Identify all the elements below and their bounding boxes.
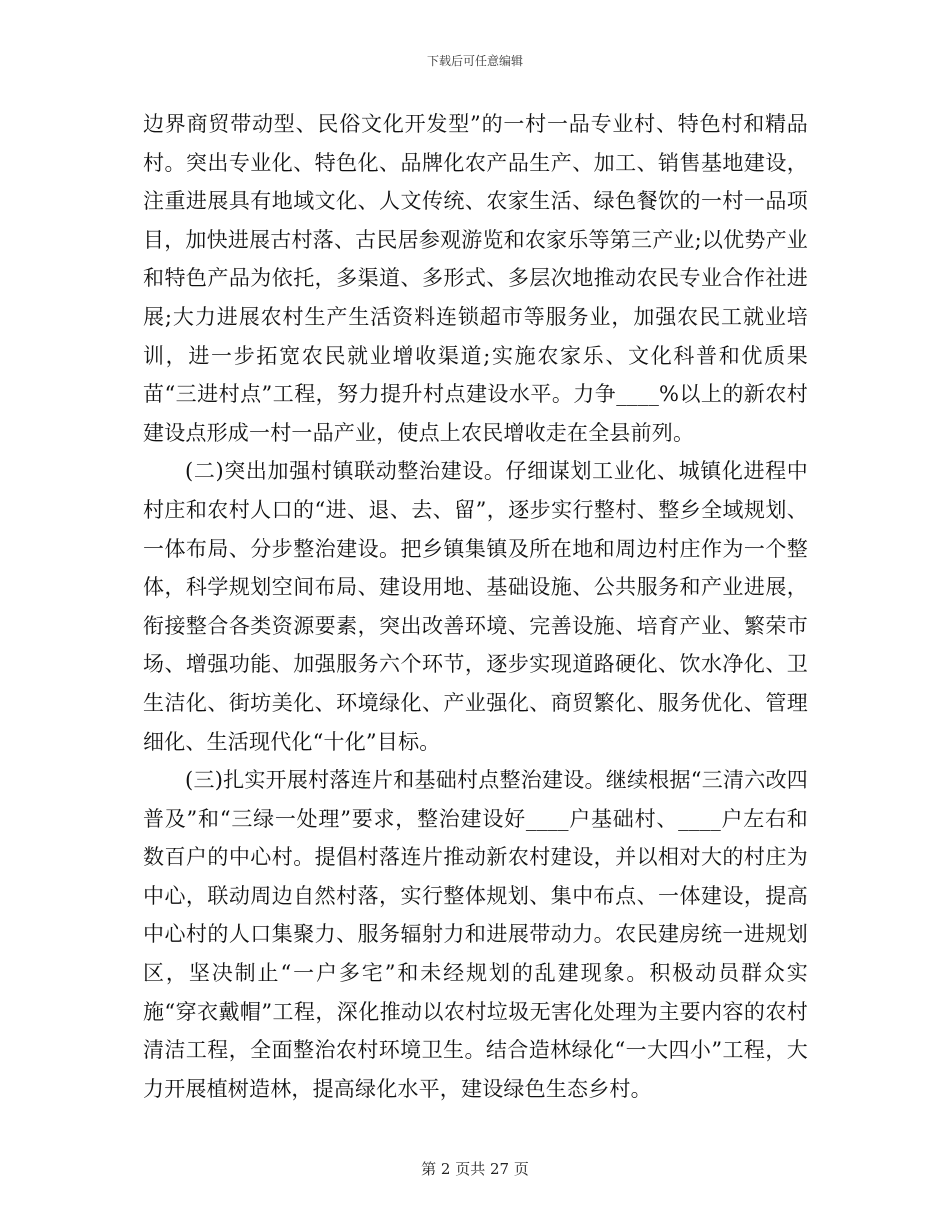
page-header: 下载后可任意编辑 — [426, 54, 523, 68]
page-footer: 第 2 页共 27 页 — [421, 1160, 529, 1178]
paragraph-3: (三)扎实开展村落连片和基础村点整治建设。继续根据“三清六改四普及”和“三绿一处理”要求，整治建设好____户基础村、____户左右和数百户的中心村。提倡村落连片推动新农村建设，并以相对大的村庄为中心，联动周边自然村落，实行整体规划、集中布点、一体建设，提高中心村的人口集聚力、服务辐射力和进展带动力。农民建房统一进规划区，坚决制止“一户多宅”和未经规划的乱建现象。积极动员群众实施“穿衣戴帽”工程，深化推动以农村垃圾无害化处理为主要内容的农村清洁工程，全面整治农村环境卫生。结合造林绿化“一大四小”工程，大力开展植树造林，提高绿化水平，建设绿色生态乡村。 — [143, 768, 808, 1101]
paragraph-1: 边界商贸带动型、民俗文化开发型”的一村一品专业村、特色村和精品村。突出专业化、特色化、品牌化农产品生产、加工、销售基地建设，注重进展具有地域文化、人文传统、农家生活、绿色餐饮的一村一品项目，加快进展古村落、古民居参观游览和农家乐等第三产业;以优势产业和特色产品为依托，多渠道、多形式、多层次地推动农民专业合作社进展;大力进展农村生产生活资料连锁超市等服务业，加强农民工就业培训，进一步拓宽农民就业增收渠道;实施农家乐、文化科普和优质果苗“三进村点”工程，努力提升村点建设水平。力争____%以上的新农村建设点形成一村一品产业，使点上农民增收走在全县前列。 — [143, 112, 808, 445]
paragraph-2: (二)突出加强村镇联动整治建设。仔细谋划工业化、城镇化进程中村庄和农村人口的“进、退、去、留”，逐步实行整村、整乡全域规划、一体布局、分步整治建设。把乡镇集镇及所在地和周边村庄作为一个整体，科学规划空间布局、建设用地、基础设施、公共服务和产业进展，衔接整合各类资源要素，突出改善环境、完善设施、培育产业、繁荣市场、增强功能、加强服务六个环节，逐步实现道路硬化、饮水净化、卫生洁化、街坊美化、环境绿化、产业强化、商贸繁化、服务优化、管理细化、生活现代化“十化”目标。 — [143, 459, 808, 754]
document-body — [143, 105, 808, 1108]
